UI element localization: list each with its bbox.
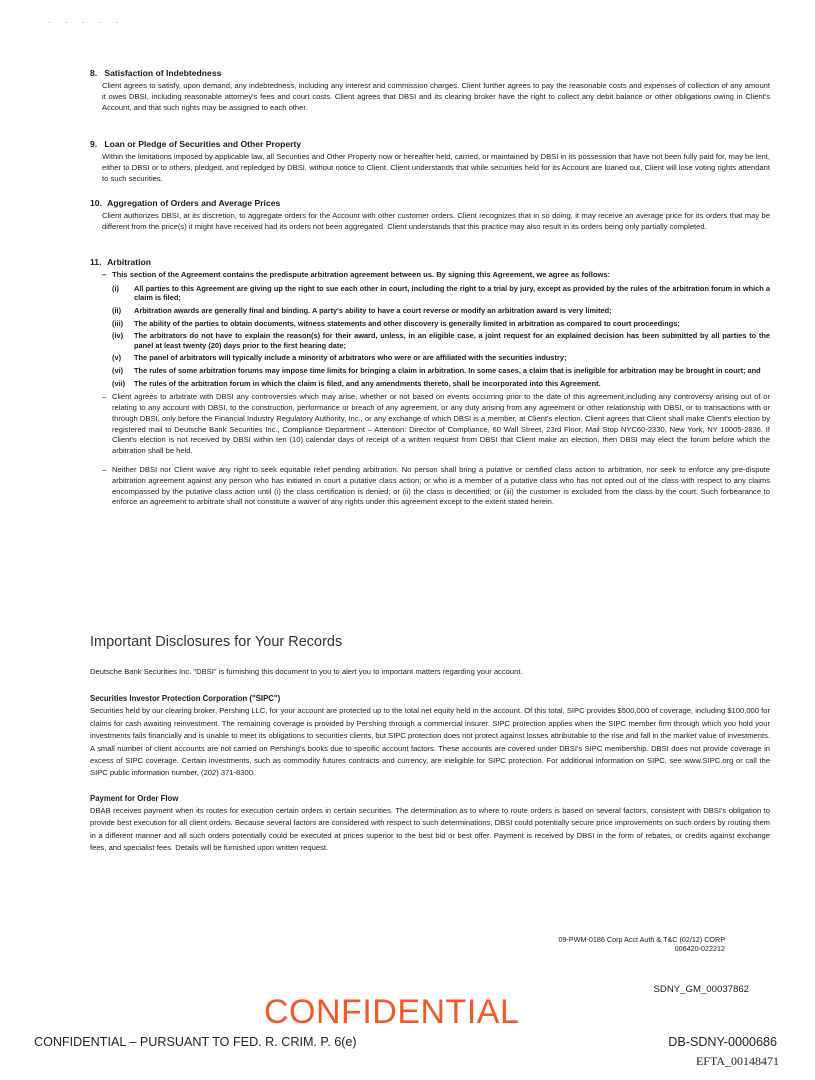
bates-number: DB-SDNY-0000686: [668, 1035, 777, 1049]
term-numeral: (iv): [112, 331, 124, 341]
efta-number: EFTA_00148471: [695, 1054, 779, 1068]
term-text: The rules of the arbitration forum in which the claim is filed, and any amendments thereto, shall be incorporated into this Agreement.: [134, 378, 601, 388]
disclosures-heading: Important Disclosures for Your Records: [90, 634, 343, 650]
section-10-text: Client authorizes DBSI, at its discretion, to aggregate orders for the Account with other customer orders. Client recognizes that in so doing, it may receive an average price for its orders that may be different from the price(s) it might have received had its orders not been aggregated. Client understands that this practice may also result in its orders being only partially completed.: [102, 211, 770, 231]
sipc-text: Securities held by our clearing broker, Pershing LLC, for your account are protected up to the total net equity held in the account. Of this total, SIPC provides $500,000 of coverage, including $100,000 for claims for cash awaiting reinvestment. The remaining coverage is provided by Pershing through a commercial insurer. SIPC protection applies when the SIPC member firm through which you hold your investments fails financially and is unable to meet its obligations to securities clients, but SIPC protection does not protect against losses attributable to the rise and fall in the market value of investments. A small number of client accounts are not carried on Pershing's books due to specific account factors. These accounts are covered under DBSI's SIPC membership. DBSI does not provide coverage in excess of SIPC coverage. Certain investments, such as commodity futures contracts and currency, are ineligible for SIPC protection. For additional information on SIPC, see www.SIPC.org or call the SIPC public information number, (202) 371-8300.: [90, 706, 770, 778]
arbitration-term: [112, 331, 770, 350]
term-text: The ability of the parties to obtain documents, witness statements and other discovery is generally limited in arbitration as compared to court proceedings;: [134, 318, 680, 328]
arbitration-term: [112, 366, 770, 376]
confidential-notice: CONFIDENTIAL – PURSUANT TO FED. R. CRIM. P. 6(e): [34, 1035, 357, 1049]
section-9-text: Within the limitations imposed by applicable law, all Securities and Other Property now or hereafter held, carried, or maintained by DBSI in its possession that have not been fully paid for, may be lent, either to DBSI or to others, pledged, and repledged by DBSI, without notice to Client. Client understands that while securities held for its Account are loaned out, Client will lose voting rights attendant to such securities.: [102, 152, 770, 183]
term-numeral: (v): [112, 353, 122, 363]
disclosures-intro: Deutsche Bank Securities Inc. "DBSI" is furnishing this document to you to alert you to important matters regarding your account.: [90, 667, 523, 676]
payment-for-order-flow-title: Payment for Order Flow: [90, 793, 179, 803]
term-numeral: (i): [112, 283, 119, 293]
section-title-text: Satisfaction of Indebtedness: [104, 68, 222, 78]
section-number: 11.: [90, 257, 102, 267]
section-number: 9.: [90, 139, 98, 149]
term-numeral: (iii): [112, 318, 124, 328]
arbitration-intro: – This section of the Agreement contains the predispute arbitration agreement between us. By signing this Agreement, we agree as follows:: [102, 270, 770, 281]
form-code-number: 006420-022212: [674, 944, 725, 953]
term-text: Arbitration awards are generally final and binding. A party's ability to have a court reverse or modify an arbitration award is very limited;: [134, 305, 612, 315]
section-8-text: Client agrees to satisfy, upon demand, any indebtedness, including any interest and commission charges. Client further agrees to pay the reasonable costs and expenses of collection of any amount it owes DBSI, including reasonable attorney's fees and court costs. Client agrees that DBSI and its clearing broker have the right to collect any debit balance or other obligations owing in Client's Account, and that such rights may be assigned to each other.: [102, 81, 770, 112]
form-code-block: [559, 935, 725, 953]
section-number: 8.: [90, 68, 98, 78]
term-text: The arbitrators do not have to explain the reason(s) for their award, unless, in an eligible case, a joint request for an explained decision has been submitted by all parties to the panel at least twenty (20) days prior to the first hearing date;: [134, 331, 770, 350]
term-text: The rules of some arbitration forums may impose time limits for bringing a claim in arbitration. In some cases, a claim that is ineligible for arbitration may be brought in court; and: [134, 365, 761, 375]
arbitration-term: [112, 353, 770, 363]
arbitration-terms-list: [112, 284, 770, 388]
section-11: [90, 257, 770, 508]
section-8: [90, 68, 770, 113]
section-9-title: [90, 139, 770, 149]
section-11-title: [90, 257, 770, 267]
section-10: [90, 198, 770, 233]
section-number: 10.: [90, 198, 102, 208]
payment-for-order-flow-text: DBAB receives payment when its routes for execution certain orders in certain securities. The determination as to where to route orders is based on several factors, consistent with DBSI's obligation to provide best execution for all client orders. Because several factors are considered with respect to such determinations, DBSI could potentially secure price improvements on such orders by routing them in a different manner and all such orders potentially could be executed at prices superior to the best bid or best offer. Payment is received by DBSI in the form of rebates, or credits against exchange fees, and specialist fees. Details will be furnished upon written request.: [90, 805, 770, 853]
arbitration-term: [112, 319, 770, 329]
term-numeral: (vii): [112, 378, 126, 388]
term-numeral: (vi): [112, 365, 124, 375]
section-8-title: [90, 68, 770, 78]
section-title-text: Loan or Pledge of Securities and Other Property: [104, 139, 302, 149]
class-action-paragraph: – Neither DBSI nor Client waive any right to seek equitable relief pending arbitration. No person shall bring a putative or certified class action to arbitration, nor seek to enforce any pre-dispute arbitration agreement against any person who has initiated in court a putative class action; or who is a member of a putative class who has not opted out of the class with respect to any claims encompassed by the putative class action until (i) the class certification is denied; or (ii) the class is decertified; or (iii) the customer is excluded from the class by the court. Such forbearance to enforce an agreement to arbitrate shall not constitute a waiver of any rights under this agreement except to the extent stated herein.: [102, 465, 770, 508]
term-numeral: (ii): [112, 305, 122, 315]
arbitration-term: [112, 306, 770, 316]
term-text: The panel of arbitrators will typically include a minority of arbitrators who were or are affiliated with the securities industry;: [134, 353, 567, 363]
section-title-text: Arbitration: [107, 257, 151, 267]
section-title-text: Aggregation of Orders and Average Prices: [107, 198, 281, 208]
sdny-stamp: SDNY_GM_00037862: [653, 984, 749, 995]
section-9: [90, 139, 770, 184]
sipc-title: Securities Investor Protection Corporation ("SIPC"): [90, 694, 281, 704]
arbitration-term: [112, 379, 770, 389]
arbitration-election-paragraph: – Client agrees to arbitrate with DBSI any controversies which may arise, whether or not based on events occurring prior to the date of this agreement,including any controversy arising out of or relating to any account with DBSI, to the construction, performance or breach of any agreement, or any duty arising from any agreement or other relationship with DBSI, or to transactions with or through DBSI, only before the Financial Industry Regulatory Authority, Inc., or any exchange of which DBSI is a member, at Client's election. Client agrees that Client shall make Client's election by registered mail to Deutsche Bank Securities Inc., Compliance Department – Attention: Director of Compliance, 60 Wall Street, 23rd Floor, Mail Stop NYC60-2330, New York, NY 10005-2836. If Client's election is not received by DBSI within ten (10) calendar days of receipt of a written request from DBSI that Client make an election, then DBSI may elect the forum before which the arbitration shall be held.: [102, 392, 770, 457]
form-code: 09-PWM-0186 Corp Acct Auth & T&C (02/12) CORP: [558, 935, 725, 944]
arbitration-term: [112, 284, 770, 303]
confidential-stamp: CONFIDENTIAL: [264, 993, 520, 1031]
term-text: All parties to this Agreement are giving up the right to sue each other in court, including the right to a trial by jury, except as provided by the rules of the arbitration forum in which a claim is filed;: [134, 283, 770, 303]
disclosures-section: [90, 666, 770, 854]
section-10-title: [90, 198, 770, 208]
scan-specks: · · · · ·: [48, 18, 125, 27]
